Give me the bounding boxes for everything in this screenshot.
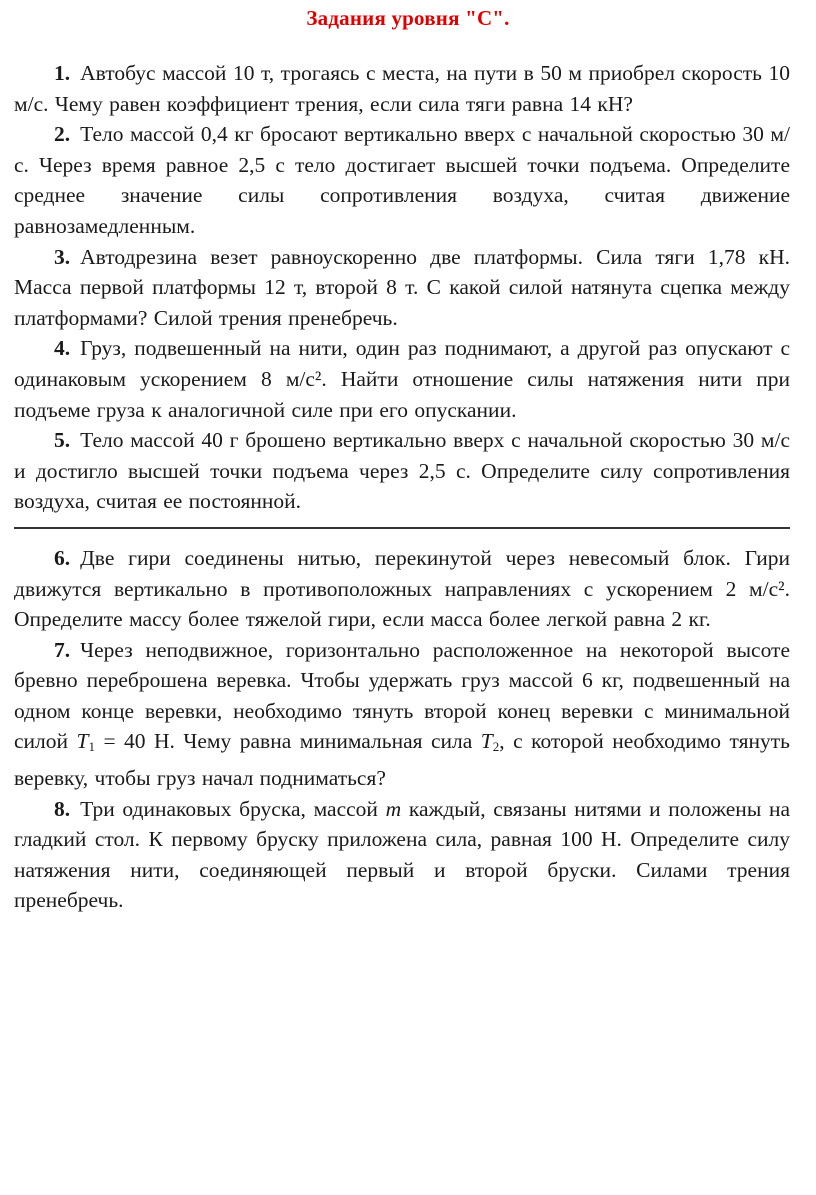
problem-number: 5.: [54, 428, 71, 453]
problem-text: Автобус массой 10 т, трогаясь с места, на пути в 50 м приобрел скорость 10 м/с. Чему равен коэффициент трения, если сила тяги равна 14 кН?: [14, 61, 790, 116]
problem-number: 8.: [54, 796, 71, 821]
section-divider: [14, 527, 790, 529]
problem-text: Тело массой 40 г брошено вертикально вверх с начальной скоростью 30 м/с и достигло высшей точки подъема через 2,5 с. Определите силу сопротивления воздуха, считая ее постоянной.: [14, 428, 790, 514]
problem-text-part: = 40 Н. Чему равна минимальная сила: [94, 729, 481, 754]
problem-4: [14, 333, 790, 425]
problem-number: 4.: [54, 336, 71, 361]
problem-text-part: Через неподвижное, горизонтально расположенное на некоторой высоте бревно переброшена веревка. Чтобы удержать груз массой 6 кг, подвешенный на одном конце веревки, необходимо тянуть второй конец веревки с минимальной силой: [14, 637, 790, 754]
problem-text: Груз, подвешенный на нити, один раз поднимают, а другой раз опускают с одинаковым ускорением 8 м/с². Найти отношение силы натяжения нити при подъеме груза к аналогичной силе при его опускании.: [14, 336, 790, 422]
force-symbol-t2: T: [480, 729, 493, 754]
page-title: Задания уровня "С".: [306, 6, 510, 30]
problem-number: 7.: [54, 637, 71, 662]
problem-text-part: , с которой необходимо тянуть веревку, чтобы груз начал подниматься?: [14, 729, 790, 791]
problem-5: [14, 425, 790, 517]
problem-2: [14, 119, 790, 241]
force-subscript: 1: [88, 739, 95, 755]
problem-number: 2.: [54, 122, 71, 147]
problem-text: Тело массой 0,4 кг бросают вертикально вверх с начальной скоростью 30 м/с. Через время равное 2,5 с тело достигает высшей точки подъема. Определите среднее значение силы сопротивления воздуха, считая движение равнозамедленным.: [14, 122, 790, 238]
problem-number: 3.: [54, 244, 71, 269]
problem-text: Автодрезина везет равноускоренно две платформы. Сила тяги 1,78 кН. Масса первой платформы 12 т, второй 8 т. С какой силой натянута сцепка между платформами? Силой трения пренебречь.: [14, 244, 790, 330]
force-subscript: 2: [492, 739, 500, 755]
problem-number: 1.: [54, 61, 71, 85]
problem-7: [14, 635, 790, 794]
problem-number: 6.: [54, 545, 71, 570]
scanned-problems: [14, 58, 790, 1088]
problem-text-part: Три одинаковых бруска, массой: [80, 796, 386, 821]
force-symbol-t1: T: [76, 729, 89, 754]
problem-3: [14, 242, 790, 334]
problem-text: Две гири соединены нитью, перекинутой через невесомый блок. Гири движутся вертикально в противоположных направлениях с ускорением 2 м/с². Определите массу более тяжелой гири, если масса более легкой равна 2 кг.: [14, 545, 790, 632]
problem-text-part: каждый, связаны нитями и положены на гладкий стол. К первому бруску приложена сила, равная 100 Н. Определите силу натяжения нити, соединяющей первый и второй бруски. Силами трения пренебречь.: [14, 796, 790, 913]
mass-symbol: m: [385, 796, 402, 821]
problem-6: [14, 543, 790, 635]
problem-8: [14, 794, 790, 916]
problem-1: [14, 58, 790, 119]
